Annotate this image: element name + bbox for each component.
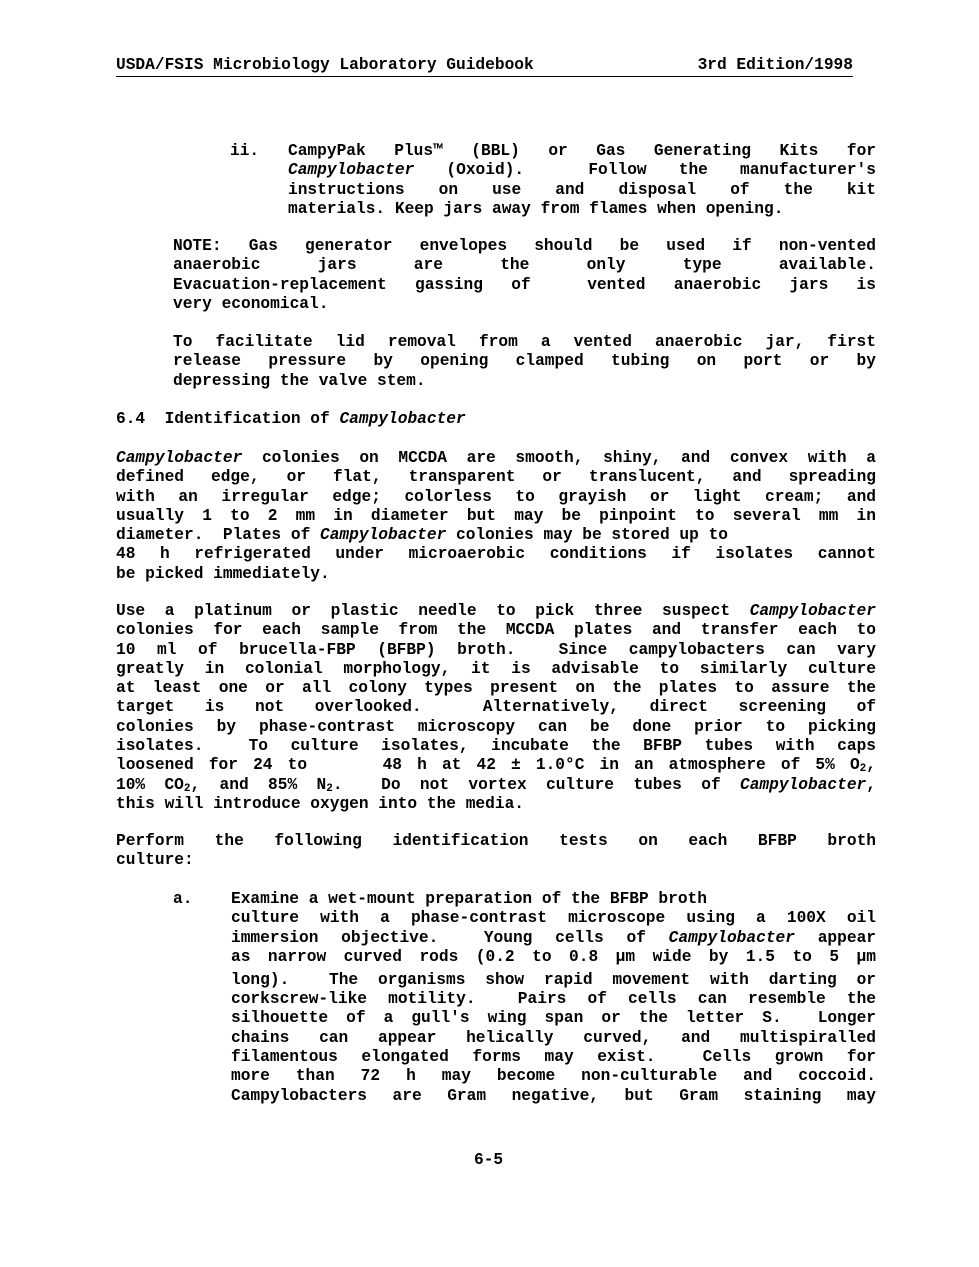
text-run: greatly in colonial morphology, it is advisable to similarly culture [116,659,876,678]
section-title-italic: Campylobacter [339,410,466,428]
text-run: with an irregular edge; colorless to grayish or light cream; and [116,487,876,506]
italic-term: Campylobacter [749,602,876,620]
text-line [116,679,876,698]
text-line [116,776,876,795]
text-line [116,698,876,717]
text-line [173,295,876,314]
text-line [231,1009,876,1028]
text-run: 10 ml of brucella-FBP (BFBP) broth. Since campylobacters can vary [116,640,876,659]
text-run: corkscrew-like motility. Pairs of cells can resemble the [231,990,876,1009]
text-run: culture: [116,851,194,870]
text-run: Evacuation-replacement gassing of vented anaerobic jars is [173,275,876,294]
text-line [173,256,876,275]
italic-term: Campylobacter [288,161,415,180]
text-run: Campylobacters are Gram negative, but Gram staining may [231,1086,876,1105]
text-line [231,1029,876,1048]
text-run: defined edge, or flat, transparent or translucent, and spreading [116,468,876,487]
text-line [288,161,876,180]
text-run: more than 72 h may become non-culturable and coccoid. [231,1067,876,1086]
text-run: , [866,756,876,775]
header-title: USDA/FSIS Microbiology Laboratory Guidebook [116,56,534,74]
text-line [116,832,876,851]
text-line [116,468,876,487]
text-run: , [866,775,876,794]
text-line [231,1048,876,1067]
text-run: colonies for each sample from the MCCDA plates and transfer each to [116,621,876,640]
text-line [116,660,876,679]
text-run: . Do not vortex culture tubes of [332,775,740,794]
picking-isolates-paragraph [116,602,876,814]
text-line [116,488,876,507]
item-a-text [231,890,876,1106]
text-line [116,756,876,775]
text-line [116,507,876,526]
text-line [173,237,876,256]
text-run: 10% CO [116,775,184,794]
text-line [116,526,876,545]
text-run: CampyPak Plus™ (BBL) or Gas Generating Kits for [288,142,876,160]
text-run: release pressure by opening clamped tubing on port or by [173,352,876,371]
note-paragraph [173,237,876,314]
text-line [116,737,876,756]
text-run: silhouette of a gull's wing span or the letter S. Longer [231,1009,876,1028]
text-run: culture with a phase-contrast microscope using a 100X oil [231,909,876,928]
text-line [116,602,876,621]
item-ii-text [288,142,876,219]
subscript: 2 [326,782,333,795]
text-line [173,372,876,391]
text-line [231,990,876,1009]
text-run: colonies may be stored up to [446,526,729,545]
identification-intro-paragraph [116,832,876,871]
text-run: materials. Keep jars away from flames when opening. [288,199,784,218]
text-line [173,333,876,352]
text-line [231,890,876,909]
text-run: , and 85% N [190,775,327,794]
text-run: very economical. [173,294,329,313]
text-run: isolates. To culture isolates, incubate the BFBP tubes with caps [116,737,876,756]
subscript: 2 [183,782,191,795]
text-line [231,1087,876,1106]
subscript: 2 [859,763,867,776]
page-header [116,56,853,77]
text-run: colonies by phase-contrast microscopy can be done prior to picking [116,717,876,736]
text-line [116,718,876,737]
text-run: as narrow curved rods (0.2 to 0.8 μm wide by 1.5 to 5 μm [231,947,876,966]
text-run: anaerobic jars are the only type available. [173,256,876,275]
text-line [116,851,876,870]
text-run: appear [794,928,877,947]
text-run: long). The organisms show rapid movement with darting or [231,970,876,989]
text-run: target is not overlooked. Alternatively, direct screening of [116,698,876,717]
colony-description-paragraph [116,449,876,584]
text-line [288,200,876,219]
text-run: this will introduce oxygen into the media. [116,794,524,813]
text-run: usually 1 to 2 mm in diameter but may be pinpoint to several mm in [116,506,876,525]
text-run: To facilitate lid removal from a vented anaerobic jar, first [173,333,876,351]
text-run: be picked immediately. [116,564,330,583]
text-run: immersion objective. Young cells of [231,928,669,947]
text-run: loosened for 24 to 48 h at 42 ± 1.0°C in an atmosphere of 5% O [116,756,860,775]
italic-term: Campylobacter [668,928,795,947]
italic-term: Campylobacter [116,449,243,467]
item-ii-marker: ii. [230,142,260,160]
text-line [116,641,876,660]
text-run: Use a platinum or plastic needle to pick three suspect [116,602,750,620]
italic-term: Campylobacter [320,526,447,545]
text-line [116,795,876,814]
text-run: at least one or all colony types present on the plates to assure the [116,679,876,698]
text-run: diameter. Plates of [116,526,320,545]
text-line [231,1067,876,1086]
text-run: chains can appear helically curved, and multispiralled [231,1028,876,1047]
text-line [231,929,876,948]
text-line [116,621,876,640]
section-number: 6.4 [116,410,146,428]
text-run: NOTE: Gas generator envelopes should be used if non-vented [173,237,876,255]
text-line [116,565,876,584]
text-run: Examine a wet-mount preparation of the BFBP broth [231,890,707,908]
text-run: Perform the following identification tests on each BFBP broth [116,832,876,850]
text-line [288,181,876,200]
text-line [231,971,876,990]
text-run: instructions on use and disposal of the kit [288,180,876,199]
text-run: filamentous elongated forms may exist. Cells grown for [231,1048,876,1067]
text-line [288,142,876,161]
section-heading [116,410,466,429]
text-line [231,948,876,971]
text-line [116,545,876,564]
text-run: (Oxoid). Follow the manufacturer's [414,161,876,180]
text-line [231,909,876,928]
text-line [173,276,876,295]
section-title: Identification of [164,410,340,428]
text-line [173,352,876,371]
item-a-marker: a. [173,890,193,908]
italic-term: Campylobacter [739,775,867,794]
text-run: 48 h refrigerated under microaerobic conditions if isolates cannot [116,545,876,564]
lid-removal-paragraph [173,333,876,391]
text-run: depressing the valve stem. [173,371,426,390]
page-number: 6-5 [474,1151,504,1169]
text-line [116,449,876,468]
header-edition: 3rd Edition/1998 [697,56,853,74]
text-run: colonies on MCCDA are smooth, shiny, and convex with a [242,449,876,467]
